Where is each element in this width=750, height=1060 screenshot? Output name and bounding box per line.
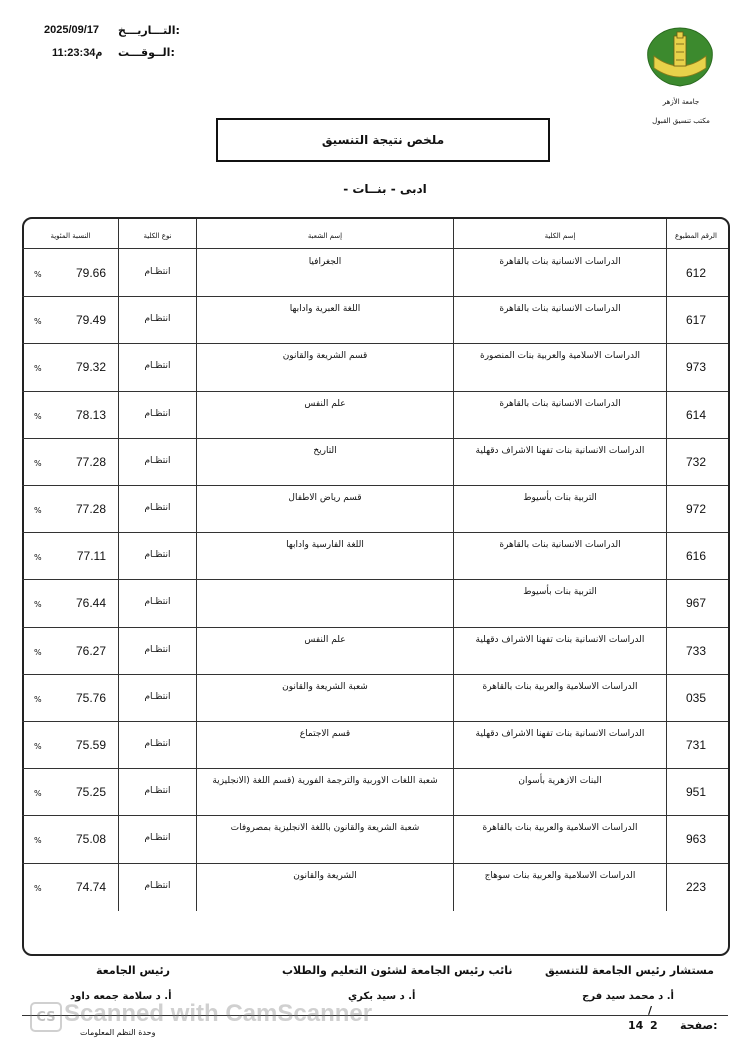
row-divider (22, 674, 728, 675)
col-divider (666, 219, 667, 911)
header-code: الرقم المطبوع (675, 232, 717, 240)
cell-code: 612 (685, 266, 707, 280)
row-divider (22, 721, 728, 722)
row-divider (22, 815, 728, 816)
cell-type: انتظـام (144, 550, 171, 561)
cell-percent: 75.25 (75, 785, 106, 800)
cell-type: انتظـام (144, 361, 171, 372)
cell-faculty: الدراسات الانسانية بنات بالقاهرة (499, 304, 621, 315)
cell-percent: 74.74 (75, 879, 106, 894)
cell-code: 972 (685, 502, 707, 516)
cell-faculty: التربية بنات بأسيوط (523, 587, 597, 598)
row-divider (22, 768, 728, 769)
cell-department: الشريعة والقانون (293, 870, 357, 881)
cell-percent-sign: % (34, 317, 42, 327)
date-label: التـــاريـــخ: (118, 24, 180, 37)
cell-department: قسم رياض الاطفال (288, 493, 362, 503)
cell-percent-sign: % (34, 270, 42, 279)
cell-code: 732 (685, 454, 707, 469)
header-faculty: إسم الكلية (544, 232, 576, 240)
report-subtitle: - ادبى - بنــات (343, 182, 427, 196)
cell-type: انتظـام (144, 691, 171, 702)
col-divider (453, 219, 454, 911)
row-divider (22, 296, 728, 297)
page-separator: / (648, 1004, 653, 1017)
cell-percent-sign: % (34, 364, 42, 374)
cell-department: شعبة اللغات الاوربية والترجمة الفورية (قسم اللغة (الانجليزية (212, 776, 438, 787)
cell-faculty: الدراسات الاسلامية والعربية بنات سوهاج (484, 870, 636, 881)
header-divider (22, 248, 728, 249)
cell-type: انتظـام (144, 267, 171, 277)
header-percent: النسبة المئوية (50, 232, 91, 240)
cell-percent: 76.27 (75, 643, 106, 658)
page-total: 14 (628, 1019, 644, 1032)
cell-percent: 75.76 (75, 690, 106, 705)
cell-percent: 79.66 (75, 266, 106, 280)
cell-code: 731 (685, 738, 707, 752)
row-divider (22, 627, 728, 628)
cell-code: 035 (685, 690, 707, 705)
cell-percent: 77.11 (76, 549, 106, 564)
cell-department: التاريخ (313, 445, 337, 456)
date-value: 2025/09/17 (44, 24, 100, 36)
cell-faculty: الدراسات الانسانية بنات بالقاهرة (499, 540, 621, 551)
cell-type: انتظـام (144, 408, 171, 419)
cell-percent: 79.32 (75, 360, 106, 375)
time-label: الــوقـــت: (118, 46, 175, 59)
cell-percent-sign: % (34, 836, 42, 846)
row-divider (22, 438, 728, 439)
signature-coordinator-title: مستشار رئيس الجامعة للتنسيق (545, 964, 714, 977)
cell-department: علم النفس (304, 634, 346, 645)
cell-department: الجغرافيا (308, 257, 342, 267)
cell-type: انتظـام (144, 503, 171, 513)
cell-type: انتظـام (144, 455, 171, 466)
cell-percent-sign: % (34, 694, 42, 704)
cell-type: انتظـام (144, 314, 171, 325)
header-department: إسم الشعبة (307, 232, 343, 240)
cell-faculty: الدراسات الانسانية بنات بالقاهرة (499, 398, 621, 409)
signature-president-name: أ. د سلامة جمعه داود (70, 991, 172, 1002)
row-divider (22, 863, 728, 864)
cell-type: انتظـام (144, 786, 171, 797)
row-divider (22, 343, 728, 344)
page-current: 2 (650, 1019, 658, 1032)
cell-percent-sign: % (34, 742, 42, 751)
cell-code: 973 (685, 360, 707, 375)
cell-type: انتظـام (144, 644, 171, 655)
cell-percent-sign: % (34, 600, 42, 610)
university-name: جامعة الأزهر (662, 98, 700, 106)
cell-percent: 77.28 (75, 454, 106, 469)
cell-type: انتظـام (144, 739, 171, 749)
cell-department: قسم الاجتماع (299, 729, 351, 739)
cell-department: اللغة الفارسية وادابها (286, 540, 364, 551)
signature-vp-title: نائب رئيس الجامعة لشئون التعليم والطلاب (282, 964, 513, 977)
cell-type: انتظـام (144, 833, 171, 844)
cell-code: 733 (685, 643, 707, 658)
office-name: مكتب تنسيق القبول (652, 117, 710, 125)
cell-code: 951 (685, 785, 707, 800)
cell-percent: 75.59 (75, 738, 106, 752)
cell-faculty: التربية بنات بأسيوط (523, 493, 597, 503)
page-label: صفحة: (680, 1019, 718, 1032)
cell-faculty: الدراسات الانسانية بنات بالقاهرة (499, 257, 621, 267)
cell-code: 967 (685, 596, 707, 611)
cell-percent-sign: % (34, 789, 42, 799)
azhar-logo-icon (644, 26, 716, 88)
cell-code: 963 (685, 832, 707, 847)
cell-department: شعبة الشريعة والقانون باللغة الانجليزية بمصروفات (230, 823, 420, 834)
cell-percent: 75.08 (75, 832, 106, 847)
row-divider (22, 532, 728, 533)
cell-department: قسم الشريعة والقانون (282, 351, 368, 362)
col-divider (118, 219, 119, 911)
cell-type: انتظـام (144, 597, 171, 608)
row-divider (22, 485, 728, 486)
col-divider (196, 219, 197, 911)
time-value: 11:23:34م (52, 47, 103, 59)
cell-department: اللغة العبرية وادابها (289, 304, 361, 315)
camscanner-watermark: Scanned with CamScanner (64, 1000, 373, 1027)
cell-percent: 79.49 (75, 313, 106, 328)
signature-vp-name: أ. د سيد بكري (348, 991, 416, 1002)
row-divider (22, 579, 728, 580)
cell-code: 223 (685, 879, 707, 894)
signature-coordinator-name: أ. د محمد سيد فرج (582, 991, 674, 1002)
header-type: نوع الكلية (143, 232, 172, 240)
camscanner-badge-icon: CS (30, 1002, 62, 1032)
cell-department: علم النفس (304, 398, 346, 409)
cell-percent-sign: % (34, 411, 42, 421)
cell-faculty: الدراسات الاسلامية والعربية بنات بالقاهرة (482, 823, 638, 834)
report-title: ملخص نتيجة التنسيق (216, 118, 550, 162)
cell-percent-sign: % (34, 458, 42, 468)
cell-type: انتظـام (144, 880, 171, 891)
cell-percent: 78.13 (75, 407, 106, 422)
cell-percent-sign: % (34, 553, 42, 563)
cell-faculty: الدراسات الاسلامية والعربية بنات المنصورة (480, 351, 640, 362)
cell-code: 616 (685, 549, 707, 564)
row-divider (22, 391, 728, 392)
cell-faculty: الدراسات الانسانية بنات تفهنا الاشراف دقهلية (475, 445, 645, 456)
cell-percent-sign: % (34, 647, 42, 657)
cell-department: شعبة الشريعة والقانون (282, 681, 368, 692)
cell-faculty: الدراسات الاسلامية والعربية بنات بالقاهرة (482, 681, 638, 692)
cell-percent: 77.28 (75, 502, 106, 516)
cell-faculty: الدراسات الانسانية بنات تفهنا الاشراف دقهلية (475, 729, 645, 739)
cell-percent-sign: % (34, 506, 42, 515)
cell-percent-sign: % (34, 883, 42, 893)
cell-faculty: البنات الازهرية بأسوان (518, 776, 602, 787)
unit-name: وحدة النظم المعلومات (80, 1028, 156, 1037)
cell-percent: 76.44 (75, 596, 106, 611)
cell-code: 614 (685, 407, 707, 422)
cell-faculty: الدراسات الانسانية بنات تفهنا الاشراف دقهلية (475, 634, 645, 645)
cell-code: 617 (685, 313, 707, 328)
signature-president-title: رئيس الجامعة (96, 964, 170, 977)
